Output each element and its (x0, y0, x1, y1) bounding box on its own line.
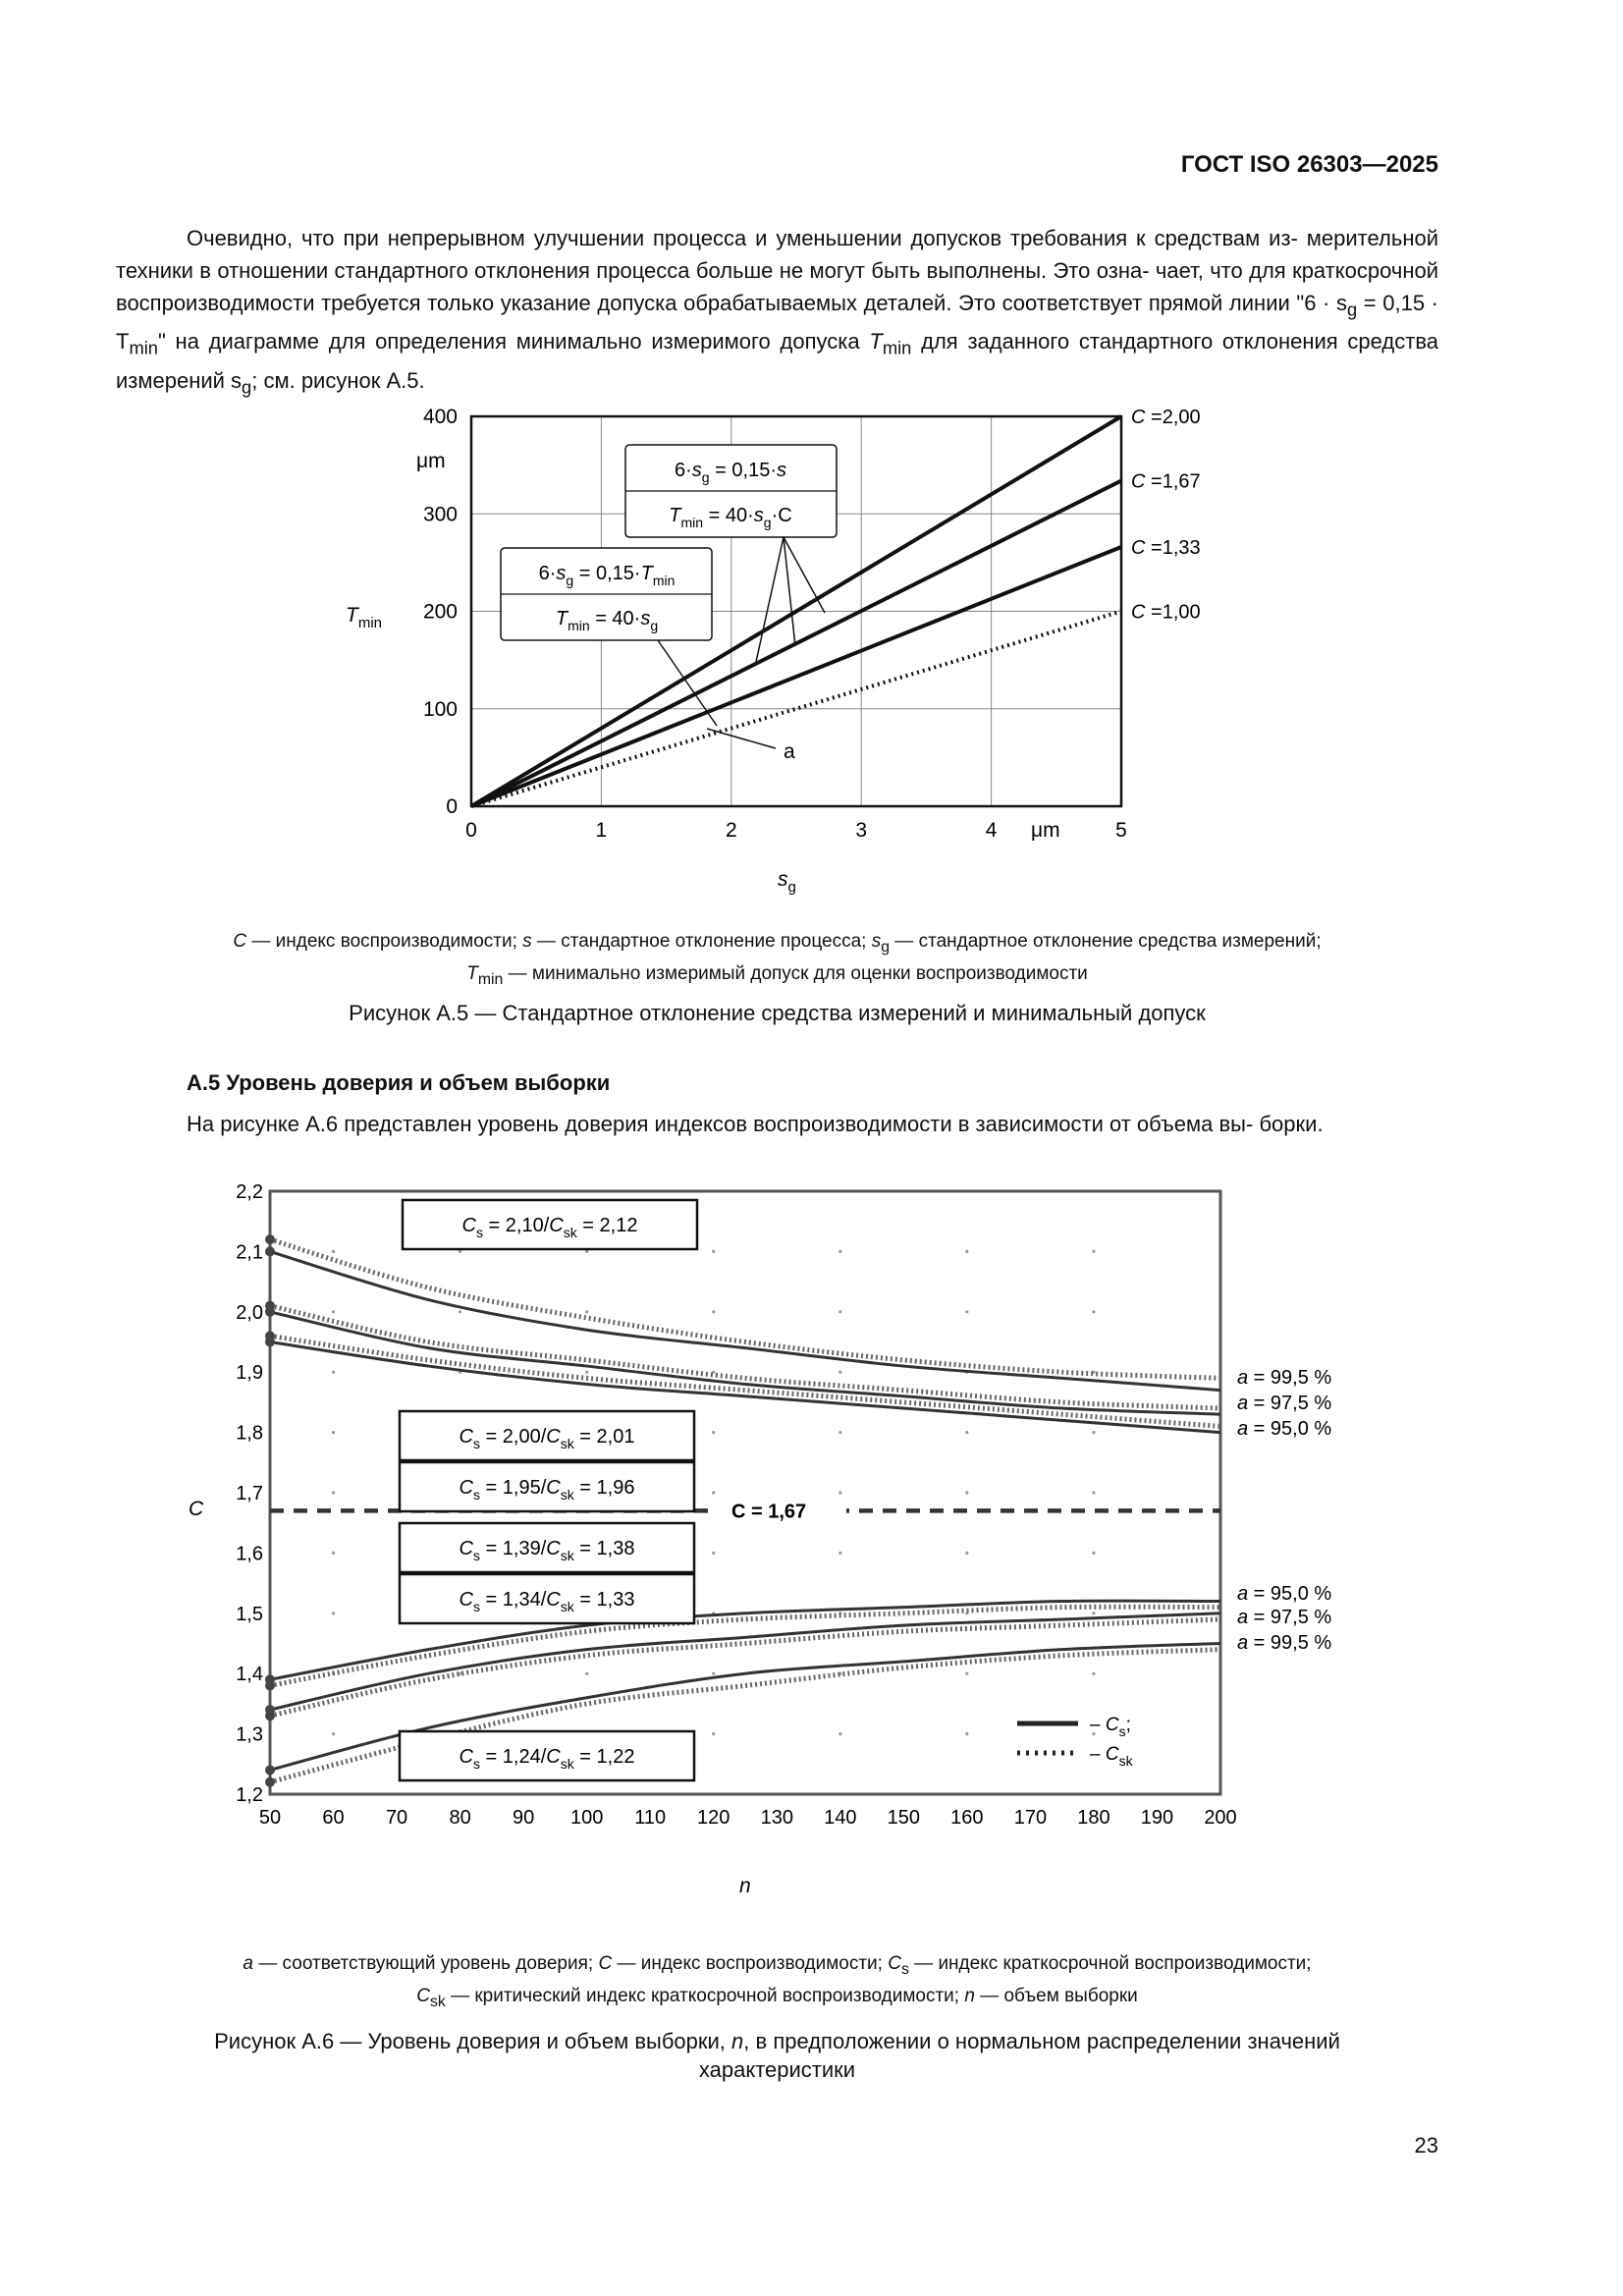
a6-legend (1017, 1715, 1134, 1769)
a5-x-tick: 4 (985, 819, 998, 842)
document-id: ГОСТ ISO 26303—2025 (1180, 151, 1438, 178)
a6-grid-dot (332, 1732, 335, 1735)
a6-x-tick: 190 (1140, 1807, 1174, 1829)
figure-a6-title: Рисунок А.6 — Уровень доверия и объем выборки, n, в предположении о нормальном распределении значений характеристики (214, 2029, 1340, 2082)
a5-leader (784, 537, 795, 646)
a6-grid-dot (839, 1310, 841, 1313)
a6-grid-dot (712, 1732, 715, 1735)
a6-x-tick: 140 (824, 1807, 857, 1829)
a6-legend-dotted-label: – $C_{sk}$ (1090, 1744, 1133, 1769)
a6-x-tick: 110 (634, 1807, 667, 1829)
a6-cap-box-label: $C_s = 2,00/C_{sk} = 2,01$ (459, 1426, 635, 1451)
a6-x-tick: 60 (322, 1807, 345, 1829)
a6-confidence-label: a = 97,5 % (1237, 1393, 1332, 1414)
a6-x-tick: 180 (1077, 1807, 1110, 1829)
a6-grid-dot (839, 1431, 841, 1434)
a6-ref-label: C = 1,67 (731, 1501, 807, 1523)
a6-x-tick: 80 (449, 1807, 471, 1829)
a6-cap-box-label: $C_s = 1,39/C_{sk} = 1,38$ (459, 1538, 635, 1563)
a6-grid-dot (332, 1371, 335, 1374)
a5-leader-a (707, 729, 776, 748)
a6-grid-dot (839, 1371, 841, 1374)
a6-y-tick: 1,3 (236, 1723, 263, 1746)
a6-grid-dot (1092, 1672, 1095, 1675)
a6-grid-dot (332, 1310, 335, 1313)
a6-grid-dot (585, 1371, 588, 1374)
a5-annotation-a: a (784, 740, 795, 763)
a6-x-label: n (739, 1875, 751, 1897)
a6-grid-dot (965, 1491, 968, 1494)
a6-confidence-label: a = 95,0 % (1237, 1583, 1332, 1605)
a6-cs-curve (270, 1613, 1220, 1710)
a5-x-tick: 0 (465, 819, 477, 842)
a6-x-tick: 200 (1204, 1807, 1237, 1829)
a6-x-tick: 130 (760, 1807, 793, 1829)
figure-a5-legend-caption: C — индекс воспроизводимости; s — стандартное отклонение процесса; $s_g$ — стандартное отклонение средства измерений; $T_{min}$ — минимально измеримый допуск для оценки воспроизводимости (233, 931, 1322, 988)
a6-y-tick: 1,4 (236, 1664, 263, 1686)
a5-x-tick: 5 (1115, 819, 1127, 842)
a6-grid-dot (1092, 1491, 1095, 1494)
a6-grid-dot (965, 1431, 968, 1434)
a6-confidence-label: a = 95,0 % (1237, 1418, 1332, 1440)
a5-series-label: C =2,00 (1131, 407, 1201, 428)
a6-start-point (265, 1680, 275, 1690)
a6-y-tick: 1,8 (236, 1422, 263, 1445)
a5-y-tick: 0 (446, 795, 458, 818)
a5-x-unit: μm (1031, 819, 1060, 842)
section-paragraph: На рисунке А.6 представлен уровень доверия индексов воспроизводимости в зависимости от объема вы- борки. (187, 1112, 1324, 1136)
a6-grid-dot (332, 1491, 335, 1494)
a5-series-label: C =1,33 (1131, 536, 1201, 559)
figure-a6-legend-caption: a — соответствующий уровень доверия; C — индекс воспроизводимости; $C_s$ — индекс краткосрочной воспроизводимости; $C_{sk}$ — критический индекс краткосрочной воспроизводимости; n — объем выборки (243, 1953, 1312, 2010)
a5-box1-line1: $6\cdot s_g = 0,15\cdot s$ (675, 460, 786, 485)
a6-start-point (265, 1234, 275, 1244)
a6-legend-solid-label: – $C_s$; (1090, 1715, 1131, 1739)
a6-start-point (265, 1777, 275, 1787)
a6-y-label: C (189, 1498, 204, 1520)
a6-cap-box-label: $C_s = 1,95/C_{sk} = 1,96$ (459, 1477, 635, 1503)
a6-x-tick: 160 (950, 1807, 984, 1829)
a6-grid-dot (459, 1672, 461, 1675)
a6-x-tick: 100 (569, 1807, 604, 1829)
a6-grid-dot (965, 1310, 968, 1313)
section-heading: А.5 Уровень доверия и объем выборки (187, 1070, 611, 1095)
a6-grid-dot (712, 1552, 715, 1555)
a6-start-point (265, 1711, 275, 1721)
a6-grid-dot (585, 1250, 588, 1253)
a6-grid-dot (839, 1250, 841, 1253)
a5-y-label: $T_{min}$ (346, 604, 382, 631)
a6-confidence-label: a = 99,5 % (1237, 1367, 1332, 1389)
a6-grid-dot (1092, 1250, 1095, 1253)
a5-y-tick: 300 (422, 503, 458, 526)
a6-confidence-label: a = 99,5 % (1237, 1632, 1332, 1654)
a6-x-tick: 120 (697, 1807, 730, 1829)
a6-start-point (265, 1246, 275, 1256)
a5-leader (784, 537, 825, 613)
intro-paragraph: Очевидно, что при непрерывном улучшении процесса и уменьшении допусков требования к средствам из- мерительной техники в отношении стандартного отклонения процесса больше не могут быть выполнены. Это озна- чает, что для краткосрочной воспроизводимости требуется только указание допуска обрабатываемых деталей. Это соответствует прямой линии "$6 \cdot s_g = 0,15 \cdot T_{min}$" на диаграмме для определения минимально измеримого допуска $T_{min}$ для заданного стандартного отклонения средства измерений $s_g$; см. рисунок А.5. (116, 226, 1438, 398)
figure-a5-chart (324, 393, 1227, 903)
a5-x-tick: 2 (725, 819, 737, 842)
a6-y-tick: 2,2 (236, 1181, 263, 1203)
a5-leader (658, 640, 717, 726)
a5-box1-line2: $T_{min} = 40\cdot s_g\cdot C$ (669, 505, 792, 530)
a5-series-label: C =1,67 (1131, 470, 1201, 493)
a6-grid-dot (1092, 1431, 1095, 1434)
a6-grid-dot (839, 1491, 841, 1494)
a5-y-tick: 100 (422, 697, 458, 721)
a6-grid-dot (965, 1732, 968, 1735)
a6-grid-dot (965, 1250, 968, 1253)
a5-x-label: $s_g$ (778, 868, 796, 896)
a5-y-unit: μm (416, 450, 446, 472)
a6-grid-dot (712, 1491, 715, 1494)
a5-x-tick: 1 (595, 819, 608, 842)
a6-cs-curve (270, 1251, 1220, 1390)
a5-box2-line1: $6\cdot s_g = 0,15\cdot T_{min}$ (538, 563, 676, 588)
a6-x-tick: 90 (513, 1807, 535, 1829)
a6-grid-dot (712, 1250, 715, 1253)
a5-box2-line2: $T_{min} = 40\cdot s_g$ (555, 608, 659, 633)
a6-y-tick: 2,0 (236, 1301, 263, 1324)
a6-start-point (265, 1765, 275, 1775)
a6-x-tick: 70 (385, 1807, 408, 1829)
a6-y-tick: 1,6 (236, 1543, 263, 1565)
a6-grid-dot (585, 1310, 588, 1313)
a6-grid-dot (712, 1672, 715, 1675)
a6-confidence-label: a = 97,5 % (1237, 1607, 1332, 1628)
page-number: 23 (1414, 2133, 1438, 2158)
a6-cap-box-label: $C_s = 1,24/C_{sk} = 1,22$ (459, 1746, 635, 1772)
a6-grid-dot (1092, 1310, 1095, 1313)
a6-grid-dot (1092, 1552, 1095, 1555)
a6-grid-dot (332, 1250, 335, 1253)
a6-grid-dot (965, 1672, 968, 1675)
a6-start-point (265, 1331, 275, 1340)
a6-grid-dot (585, 1672, 588, 1675)
a5-series-label: C =1,00 (1131, 601, 1201, 624)
a6-y-tick: 1,5 (236, 1603, 263, 1625)
a5-x-tick: 3 (855, 819, 868, 842)
a6-grid-dot (839, 1552, 841, 1555)
a6-grid-dot (459, 1310, 461, 1313)
figure-a5-title: Рисунок А.5 — Стандартное отклонение средства измерений и минимальный допуск (349, 1001, 1206, 1025)
figure-a6-chart (167, 1174, 1384, 1920)
a5-y-tick: 400 (422, 406, 458, 428)
a6-y-tick: 2,1 (236, 1241, 263, 1264)
a6-x-tick: 150 (887, 1807, 921, 1829)
a6-cap-box-label: $C_s = 1,34/C_{sk} = 1,33$ (459, 1589, 635, 1614)
a6-grid-dot (965, 1552, 968, 1555)
a6-grid-dot (1092, 1612, 1095, 1614)
a6-grid-dot (839, 1732, 841, 1735)
a6-grid-dot (712, 1310, 715, 1313)
a6-grid-dot (332, 1431, 335, 1434)
a6-y-tick: 1,2 (236, 1784, 263, 1806)
a6-csk-curve (270, 1619, 1220, 1716)
a6-cap-box-label: $C_s = 2,10/C_{sk} = 2,12$ (461, 1215, 638, 1240)
a6-grid-dot (459, 1250, 461, 1253)
a6-y-tick: 1,7 (236, 1483, 263, 1504)
a6-y-tick: 1,9 (236, 1362, 263, 1385)
a6-grid-dot (332, 1612, 335, 1614)
a6-grid-dot (712, 1431, 715, 1434)
a6-x-tick: 50 (258, 1807, 282, 1829)
a6-x-tick: 170 (1013, 1807, 1048, 1829)
a6-grid-dot (332, 1552, 335, 1555)
a5-y-tick: 200 (422, 600, 458, 624)
a5-leader (756, 537, 784, 662)
a6-start-point (265, 1301, 275, 1311)
